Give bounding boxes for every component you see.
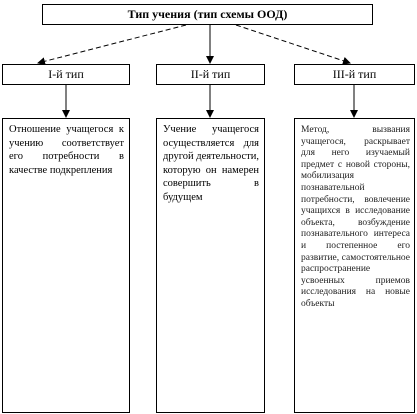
type-3-description: Метод, вызвания учащегося, раскрывает для него изучаемый предмет с новой стороны, мобилизация познавательной потребности, вовлечение учащихся в исследование объекта, возбуждение познавательного интереса и постепенное его развитие, самостоятельное распространение усвоенных приемов исследования на новые объекты (294, 118, 415, 413)
arrow-to-type-3 (236, 25, 350, 63)
type-2-box: II-й тип (156, 64, 265, 85)
type-2-description: Учение учащегося осуществляется для другой деятельности, которую он намерен совершить в будущем (156, 118, 265, 413)
arrow-to-type-1 (38, 25, 186, 63)
diagram-title: Тип учения (тип схемы ООД) (42, 4, 373, 25)
type-1-box: I-й тип (2, 64, 130, 85)
type-3-box: III-й тип (294, 64, 415, 85)
type-1-description: Отношение учащегося к учению соответствует его потребности в качестве подкрепления (2, 118, 130, 413)
